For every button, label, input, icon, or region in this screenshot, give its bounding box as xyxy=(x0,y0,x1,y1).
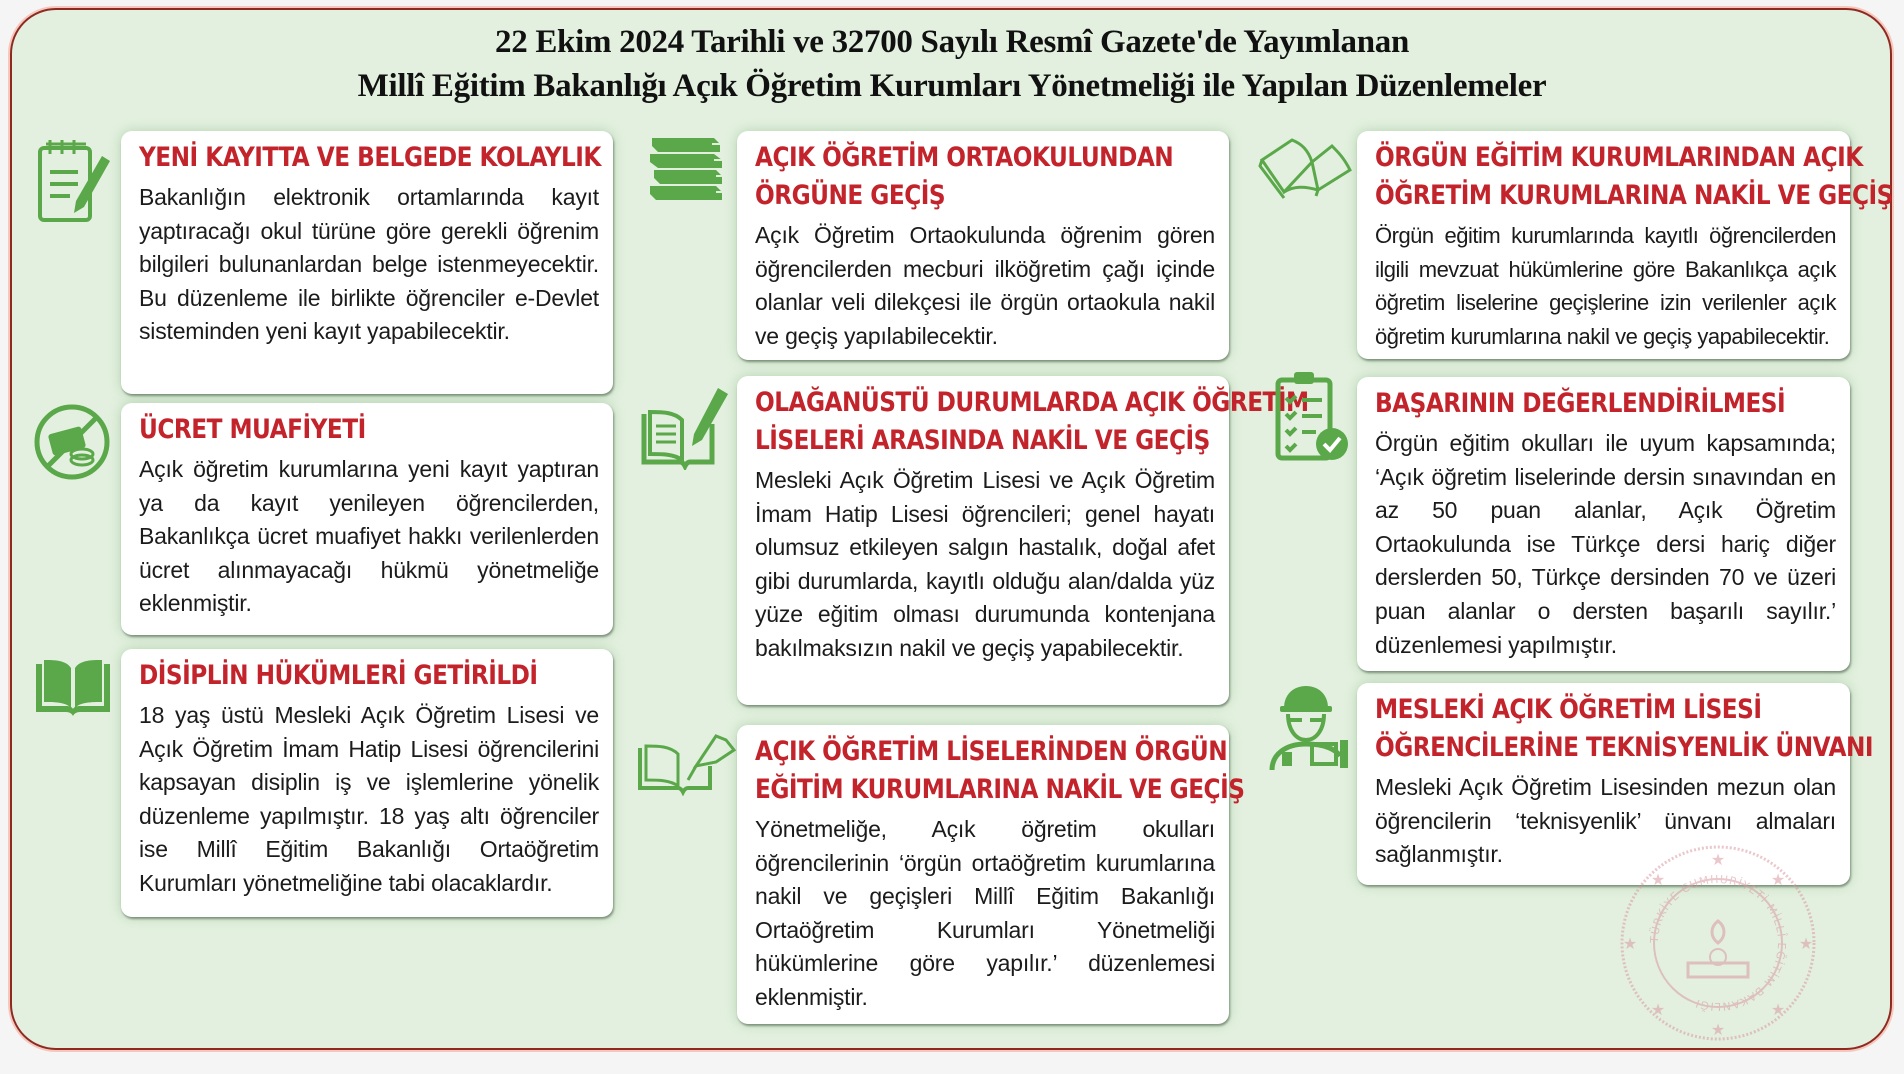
svg-text:★: ★ xyxy=(1710,1020,1726,1039)
card-body: Örgün eğitim kurumlarında kayıtlı öğrencilerden ilgili mevzuat hükümlerine göre Bakanlıkça açık öğretim liselerine geçişlerine izin verilenler açık öğretim kurumlarına nakil ve geçiş yapabilecektir. xyxy=(1375,223,1836,349)
notepad-pencil-icon xyxy=(36,136,112,224)
svg-text:★: ★ xyxy=(1622,934,1638,953)
svg-text:★: ★ xyxy=(1770,870,1786,889)
card-title: YENİ KAYITTA VE BELGEDE KOLAYLIK xyxy=(139,142,601,173)
no-fee-icon xyxy=(32,402,112,482)
card-body: Mesleki Açık Öğretim Lisesinden mezun olan öğrencilerin ‘teknisyenlik’ ünvanı almaları sağlanmıştır. xyxy=(1375,774,1836,868)
book-pencil-icon xyxy=(640,384,732,470)
card-title-line-1: AÇIK ÖĞRETİM ORTAOKULUNDAN xyxy=(755,142,1174,173)
card-formal-to-open xyxy=(1357,131,1893,359)
book-stack-icon xyxy=(648,136,726,208)
card-title-line-1: ÖRGÜN EĞİTİM KURUMLARINDAN AÇIK xyxy=(1375,142,1863,173)
svg-text:★: ★ xyxy=(1798,934,1814,953)
card-open-to-formal xyxy=(737,725,1245,1024)
svg-text:★: ★ xyxy=(1770,1000,1786,1019)
card-title-line-1: AÇIK ÖĞRETİM LİSELERİNDEN ÖRGÜN xyxy=(755,736,1228,767)
card-title-line-2: ÖĞRETİM KURUMLARINA NAKİL VE GEÇİŞ xyxy=(1375,180,1893,211)
card-body: Mesleki Açık Öğretim Lisesi ve Açık Öğretim İmam Hatip Lisesi öğrencileri; genel hayatı olumsuz etkileyen salgın hastalık, doğal afet gibi durumlarda, kayıtlı olduğu alan/dalda yüz yüze eğitim olması durumunda kontenjana bakılmaksızın nakil ve geçiş yapabilecektir. xyxy=(755,467,1215,661)
card-title: ÜCRET MUAFİYETİ xyxy=(139,414,366,445)
card-body: Yönetmeliğe, Açık öğretim okulları öğrencilerinin ‘örgün ortaöğretim kurumlarına nakil ve geçişleri Millî Eğitim Bakanlığı Ortaöğretim Kurumları Yönetmeliği hükümlerine göre yapılır.’ düzenlemesi eklenmiştir. xyxy=(755,816,1215,1010)
open-book-icon xyxy=(34,656,112,718)
card-title-line-2: ÖĞRENCİLERİNE TEKNİSYENLİK ÜNVANI xyxy=(1375,732,1874,763)
card-title: DİSİPLİN HÜKÜMLERİ GETİRİLDİ xyxy=(139,660,538,691)
card-emergency-transfer xyxy=(737,376,1309,705)
card-body: Açık öğretim kurumlarına yeni kayıt yaptıran ya da kayıt yenileyen öğrencilerden, Bakanlıkça ücret muafiyet hakkı verilenlerden ücret alınmayacağı hükmü yönetmeliğe eklenmiştir. xyxy=(139,456,599,617)
ministry-seal-logo xyxy=(1618,843,1818,1043)
card-body: 18 yaş üstü Mesleki Açık Öğretim Lisesi ve Açık Öğretim İmam Hatip Lisesi öğrencilerini kapsayan disiplin iş ve işlemlerine yönelik düzenleme yapılmıştır. 18 yaş altı öğrenciler ise Millî Eğitim Bakanlığı Ortaöğretim Kurumları yönetmeliğine tabi olacaklardır. xyxy=(139,702,599,896)
clipboard-check-icon xyxy=(1272,368,1352,464)
card-title-line-1: MESLEKİ AÇIK ÖĞRETİM LİSESİ xyxy=(1375,694,1762,725)
card-success-evaluation xyxy=(1357,377,1850,671)
card-fee-exemption xyxy=(121,403,613,635)
page-title-line-2: Millî Eğitim Bakanlığı Açık Öğretim Kurumları Yönetmeliği ile Yapılan Düzenlemeler xyxy=(357,68,1547,104)
card-title: BAŞARININ DEĞERLENDİRİLMESİ xyxy=(1375,388,1786,419)
card-body: Açık Öğretim Ortaokulunda öğrenim gören öğrencilerden mecburi ilköğretim çağı içinde olanlar veli dilekçesi ile örgün ortaokula nakil ve geçiş yapılabilecektir. xyxy=(755,222,1215,349)
card-body: Örgün eğitim okulları ile uyum kapsamında; ‘Açık öğretim liselerinde dersin sınavından en az 50 puan alanlar, Açık Öğretim Ortaokulunda ise Türkçe dersi hariç diğer derslerden 50, Türkçe dersinden 70 ve üzeri puan alanlar o dersten başarılı sayılır.’ düzenlemesi yapılmıştır. xyxy=(1375,430,1836,658)
svg-text:★: ★ xyxy=(1710,850,1726,869)
open-book-outline-icon xyxy=(1254,130,1354,210)
card-new-registration xyxy=(121,131,613,394)
card-title-line-2: LİSELERİ ARASINDA NAKİL VE GEÇİŞ xyxy=(755,425,1210,456)
card-body: Bakanlığın elektronik ortamlarında kayıt yaptıracağı okul türüne göre gerekli öğrenim bilgileri bulunanlardan belge istenmeyecektir. Bu düzenleme ile birlikte öğrenciler e-Devlet sisteminden yeni kayıt yapabilecektir. xyxy=(139,184,599,345)
card-title-line-2: EĞİTİM KURUMLARINA NAKİL VE GEÇİŞ xyxy=(755,774,1245,805)
page-title-line-1: 22 Ekim 2024 Tarihli ve 32700 Sayılı Resmî Gazete'de Yayımlanan xyxy=(495,24,1409,60)
card-discipline xyxy=(121,649,613,917)
card-middle-to-formal xyxy=(737,131,1229,360)
book-hand-writing-icon xyxy=(636,726,736,796)
svg-text:★: ★ xyxy=(1650,870,1666,889)
svg-text:★: ★ xyxy=(1650,1000,1666,1019)
card-title-line-1: OLAĞANÜSTÜ DURUMLARDA AÇIK ÖĞRETİM xyxy=(755,387,1309,418)
seal-text: TÜRKİYE CUMHURİYETİ MİLLÎ EĞİTİM BAKANLIĞI xyxy=(1647,872,1789,1014)
technician-computer-icon xyxy=(1268,682,1352,772)
card-title-line-2: ÖRGÜNE GEÇİŞ xyxy=(755,180,946,211)
